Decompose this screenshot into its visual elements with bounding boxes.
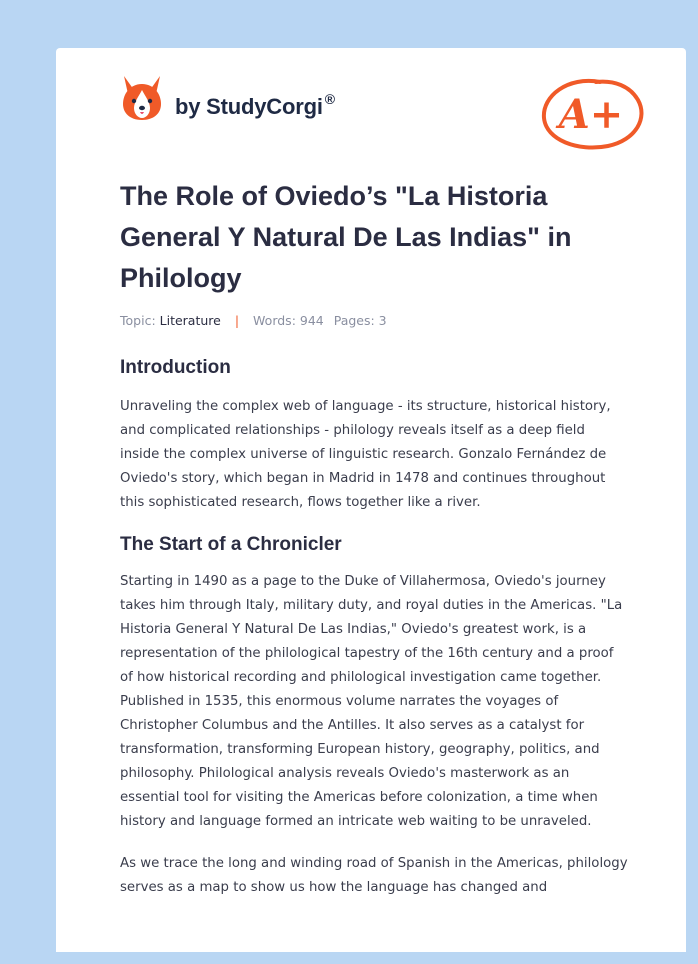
word-count: Words: 944 — [253, 313, 324, 328]
grade-badge-icon — [538, 74, 648, 154]
paragraph: Unraveling the complex web of language - its structure, historical history, and complicated relationships - philology reveals itself as a deep field inside the complex universe of linguistic research. Gonzalo Fernández de Oviedo's story, which began in Madrid in 1478 and continues throughout this sophisticated research, flows together like a river. — [120, 399, 611, 510]
topic-label: Topic: — [120, 313, 156, 328]
registered-mark: ® — [324, 91, 335, 107]
topic-link[interactable]: Literature — [159, 313, 221, 328]
brand-text: by StudyCorgi — [175, 94, 323, 119]
page-count: Pages: 3 — [333, 313, 387, 328]
paragraph: As we trace the long and winding road of Spanish in the Americas, philology serves as a map to show us how the language has changed and — [120, 856, 628, 895]
meta-separator: | — [234, 313, 240, 328]
brand-name[interactable] — [175, 91, 335, 120]
article — [120, 176, 628, 900]
page-title: The Role of Oviedo’s "La Historia General Y Natural De Las Indias" in Philology — [120, 181, 572, 293]
section-heading-introduction: Introduction — [120, 357, 231, 378]
section-heading-chronicler: The Start of a Chronicler — [120, 534, 342, 555]
meta-line — [120, 313, 628, 328]
corgi-logo-icon[interactable] — [120, 74, 164, 122]
header — [120, 74, 648, 144]
paragraph: Starting in 1490 as a page to the Duke of Villahermosa, Oviedo's journey takes him through Italy, military duty, and royal duties in the Americas. "La Historia General Y Natural De Las Indias," Oviedo's greatest work, is a representation of the philological tapestry of the 16th century and a proof of how historical recording and philological investigation came together. Published in 1535, this enormous volume narrates the voyages of Christopher Columbus and the Antilles. It also serves as a catalyst for transformation, transforming European history, geography, politics, and philosophy. Philological analysis reveals Oviedo's masterwork as an essential tool for visiting the Americas before colonization, a time when history and language formed an intricate web waiting to be unraveled. — [120, 574, 623, 829]
grade-text: A+ — [558, 91, 624, 138]
document-page — [56, 48, 686, 952]
